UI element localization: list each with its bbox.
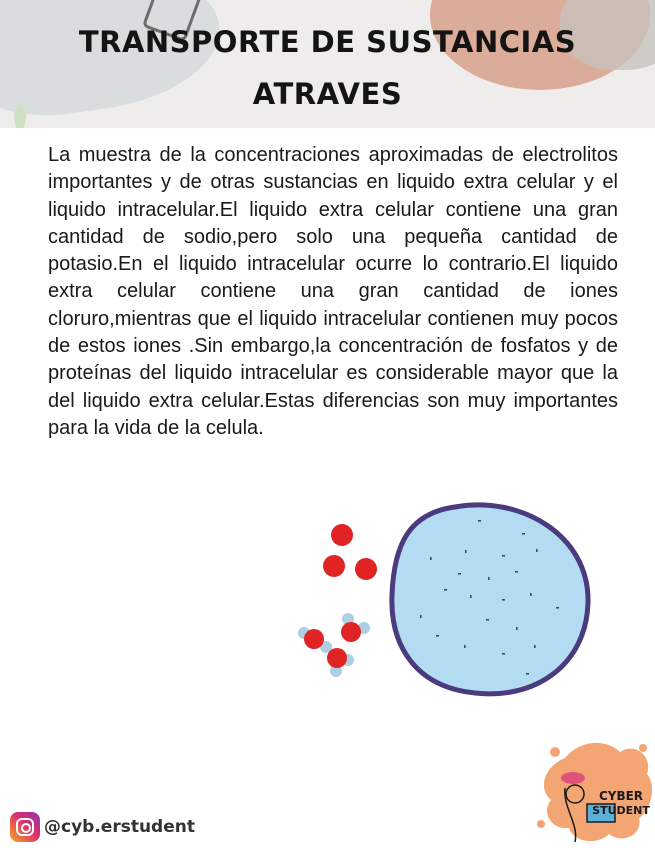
cyber-student-logo	[535, 738, 655, 848]
title-line-2	[0, 120, 655, 128]
cell-membrane	[392, 505, 588, 694]
page-title	[0, 16, 655, 128]
oxygen-atom	[331, 524, 353, 546]
oxygen-atom	[355, 558, 377, 580]
cell-illustration	[290, 495, 600, 705]
water-molecule	[341, 613, 370, 642]
logo-text-student: STUDENT	[592, 804, 650, 817]
water-molecule	[327, 648, 354, 677]
oxygen-atom	[323, 555, 345, 577]
water-molecule	[298, 627, 332, 653]
body-paragraph: La muestra de la concentraciones aproximadas de electrolitos importantes y de otras sustancias en liquido extra celular y el liquido intracelular.El liquido extra celular contiene una gran cantidad de sodio,pero solo una pequeña cantidad de potasio.En el liquido intracelular ocurre lo contrario.El liquido extra celular contiene una gran cantidad de iones cloruro,mientras que el liquido intracelular contienen muy pocos de estos iones .Sin embargo,la concentración de fosfatos y de proteínas del liquido intracelular es considerable mayor que la del liquido extra celular.Estas diferencias son muy importantes para la vida de la celula.	[48, 144, 618, 439]
logo-text-cyber: CYBER	[598, 789, 644, 803]
instagram-handle[interactable]: @cyb.erstudent	[44, 817, 195, 837]
social-handle[interactable]	[10, 812, 195, 842]
title-line-1: TRANSPORTE DE SUSTANCIAS ATRAVES	[78, 25, 577, 111]
instagram-icon[interactable]	[10, 812, 40, 842]
header-banner	[0, 0, 655, 128]
